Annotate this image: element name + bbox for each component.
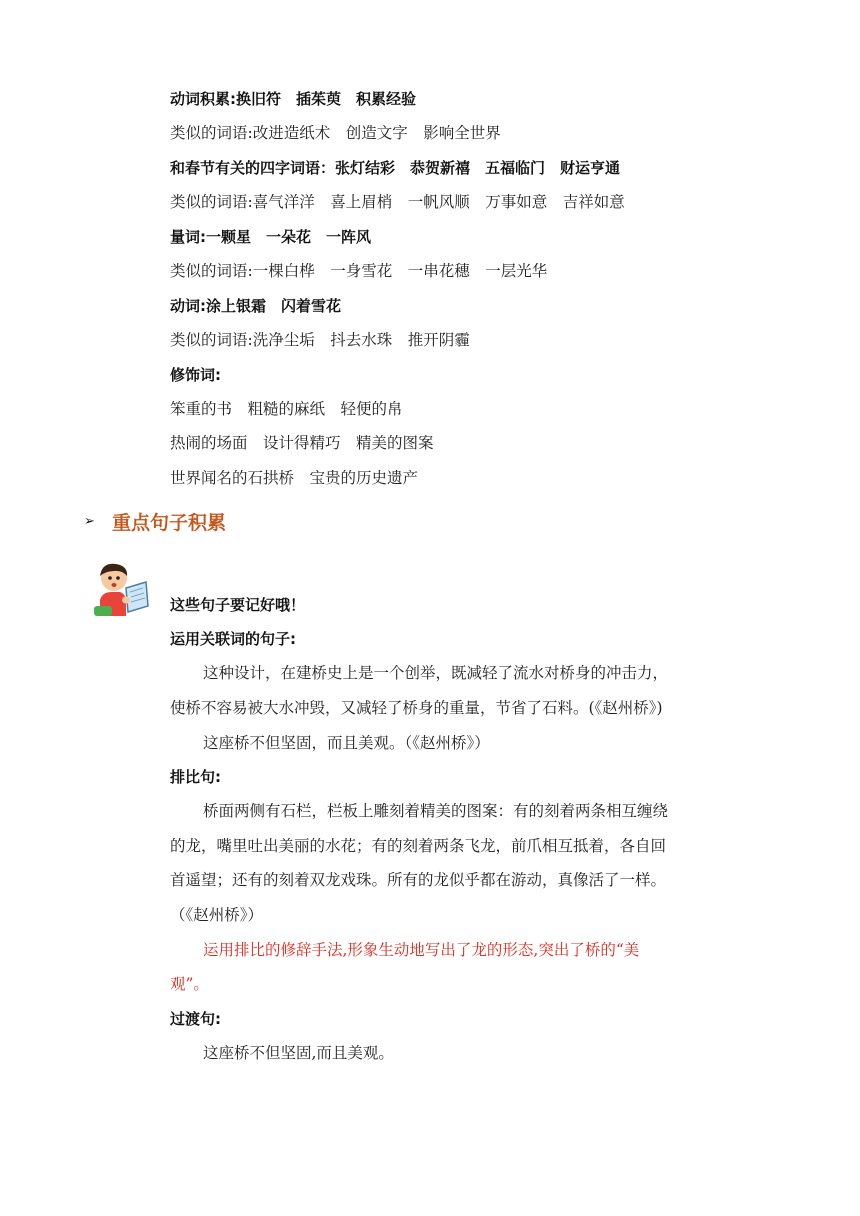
sentence-3-line-3: 首遥望；还有的刻着双龙戏珠。所有的龙似乎都在游动，真像活了一样。: [170, 871, 667, 889]
sentence-4: 这座桥不但坚固,而且美观。: [203, 1044, 394, 1062]
vocab-line-similar-2: 类似的词语:喜气洋洋 喜上眉梢 一帆风顺 万事如意 吉祥如意: [170, 193, 625, 211]
vocab-line-modifiers-1: 笨重的书 粗糙的麻纸 轻便的帛: [170, 400, 403, 418]
vocab-line-verbs-2: 动词:涂上银霜 闪着雪花: [170, 297, 341, 315]
heading-conjunction-sentences: 运用关联词的句子:: [170, 630, 296, 648]
sentence-1-line-1: 这种设计，在建桥史上是一个创举，既减轻了流水对桥身的冲击力，: [203, 664, 669, 682]
vocab-line-modifiers-3: 世界闻名的石拱桥 宝贵的历史遗产: [170, 469, 419, 487]
sentence-1-line-2: 使桥不容易被大水冲毁，又减轻了桥身的重量，节省了石料。(《赵州桥》): [170, 699, 663, 717]
arrow-bullet-icon: ➢: [84, 513, 95, 529]
heading-parallelism: 排比句:: [170, 768, 221, 786]
sentence-3-line-4: （《赵州桥》）: [170, 906, 264, 924]
sentence-2: 这座桥不但坚固，而且美观。（《赵州桥》）: [203, 734, 490, 752]
sentences-intro: 这些句子要记好哦！: [170, 596, 306, 614]
boy-reading-book-icon: [86, 560, 158, 618]
vocab-line-similar-3: 类似的词语:一棵白桦 一身雪花 一串花穗 一层光华: [170, 262, 548, 280]
vocab-line-similar-1: 类似的词语:改进造纸术 创造文字 影响全世界: [170, 124, 501, 142]
analysis-note-line-1: 运用排比的修辞手法,形象生动地写出了龙的形态,突出了桥的“美: [203, 941, 640, 959]
vocab-line-modifiers-label: 修饰词:: [170, 366, 221, 384]
vocab-line-similar-4: 类似的词语:洗净尘垢 抖去水珠 推开阴霾: [170, 331, 470, 349]
analysis-note-line-2: 观”。: [170, 975, 209, 993]
vocab-line-spring-festival: 和春节有关的四字词语：张灯结彩 恭贺新禧 五福临门 财运亨通: [170, 159, 621, 177]
sentence-3-line-1: 桥面两侧有石栏，栏板上雕刻着精美的图案：有的刻着两条相互缠绕: [203, 802, 669, 820]
vocab-line-verbs: 动词积累:换旧符 插茱萸 积累经验: [170, 90, 417, 108]
section-heading: [84, 506, 226, 536]
sentence-3-line-2: 的龙，嘴里吐出美丽的水花；有的刻着两条飞龙，前爪相互抵着，各自回: [170, 837, 667, 855]
vocab-line-measure-words: 量词:一颗星 一朵花 一阵风: [170, 228, 371, 246]
vocab-line-modifiers-2: 热闹的场面 设计得精巧 精美的图案: [170, 434, 434, 452]
heading-transition: 过渡句:: [170, 1010, 221, 1028]
section-title: 重点句子积累: [112, 511, 227, 534]
